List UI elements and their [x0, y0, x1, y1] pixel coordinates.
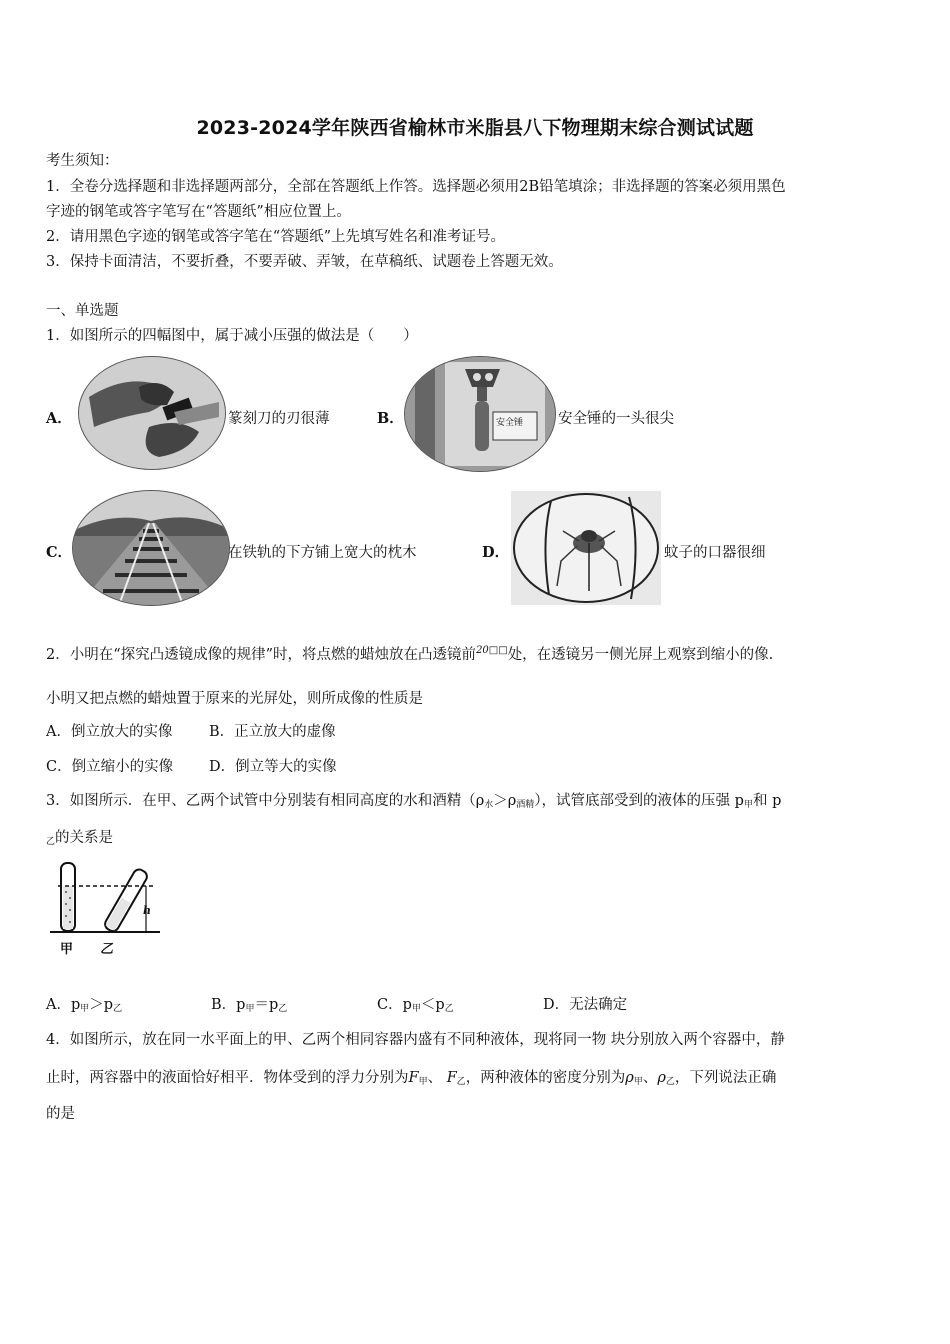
- q1-stem: 1．如图所示的四幅图中，属于减小压强的做法是（ ）: [46, 328, 418, 344]
- q1-b-label: B．: [377, 410, 404, 427]
- q4-line2a: 止时，两容器中的液面恰好相平．物体受到的浮力分别为: [46, 1070, 409, 1086]
- notice-line-1b: 字迹的钢笔或答字笔写在“答题纸”相应位置上。: [46, 204, 351, 220]
- q4-rho-sub-jia: 甲: [633, 1077, 643, 1087]
- notice-line-2: 2．请用黑色字迹的钢笔或答字笔在“答题纸”上先填写姓名和准考证号。: [46, 229, 506, 245]
- q3-sub-yi-2: 乙: [46, 837, 56, 847]
- q3-opt-a-sub2: 乙: [113, 1004, 123, 1014]
- q2-stem-b: 处，在透镜另一侧光屏上观察到缩小的像.: [507, 647, 774, 663]
- q3-gt: ＞ρ: [493, 793, 517, 809]
- q3-option-d: D．无法确定: [543, 997, 628, 1013]
- q3-fig-h-label: h: [143, 904, 151, 917]
- q4-comma2: 、: [642, 1070, 658, 1086]
- q3-fig-jia-label: 甲: [60, 942, 74, 957]
- q1-c-label: C．: [46, 544, 73, 561]
- q2-distance-mark: 20□□: [476, 645, 508, 656]
- q3-opt-c-sub1: 甲: [411, 1004, 421, 1014]
- q4-rho2: ρ: [657, 1070, 666, 1086]
- railway-track-image: [72, 490, 230, 606]
- q4-rho1: ρ: [625, 1070, 634, 1086]
- q4-line2: [46, 1068, 776, 1092]
- q3-stem-line2: [46, 828, 113, 852]
- q3-stem-a: 3．如图所示．在甲、乙两个试管中分别装有相同高度的水和酒精（ρ: [46, 793, 485, 809]
- page-title: 2023-2024学年陕西省榆林市米脂县八下物理期末综合测试试题: [196, 117, 754, 139]
- q3-stem-b: ），试管底部受到的液体的压强 p: [534, 793, 744, 809]
- q2-stem-a: 2．小明在“探究凸透镜成像的规律”时，将点燃的蜡烛放在凸透镜前: [46, 647, 477, 663]
- q2-stem-line1: [46, 641, 773, 665]
- q1-a-text: 篆刻刀的刃很薄: [228, 411, 330, 427]
- q4-line2b: ，两种液体的密度分别为: [465, 1070, 626, 1086]
- safety-hammer-image: [404, 356, 556, 472]
- q1-d-label: D．: [482, 544, 510, 561]
- q3-opt-c-label: C．p: [377, 997, 412, 1013]
- q4-F1: F: [408, 1070, 419, 1086]
- notice-line-1: 1．全卷分选择题和非选择题两部分，全部在答题纸上作答。选择题必须用2B铅笔填涂；非选择题的答案必须用黑色: [46, 179, 786, 195]
- notice-heading: 考生须知：: [46, 153, 119, 169]
- q3-opt-b-sub2: 乙: [278, 1004, 288, 1014]
- q3-option-c: [377, 995, 454, 1019]
- q4-comma1: 、: [427, 1070, 443, 1086]
- q4-line3: 的是: [46, 1106, 75, 1122]
- q3-sub-jia: 甲: [743, 800, 753, 810]
- q3-opt-a-label: A．p: [46, 997, 81, 1013]
- mosquito-image: [511, 491, 661, 605]
- q4-line2c: ，下列说法正确: [674, 1070, 777, 1086]
- q4-line1: 4．如图所示，放在同一水平面上的甲、乙两个相同容器内盛有不同种液体，现将同一物 块分别放入两个容器中，静: [46, 1032, 785, 1048]
- q3-stem-c: 的关系是: [55, 830, 114, 846]
- q4-F-sub-jia: 甲: [418, 1077, 428, 1087]
- q4-F2: F: [446, 1070, 457, 1086]
- q4-F-sub-yi: 乙: [456, 1077, 466, 1087]
- q3-opt-b-sub1: 甲: [245, 1004, 255, 1014]
- q2-option-d: D．倒立等大的实像: [209, 759, 337, 775]
- q2-option-c: C．倒立缩小的实像: [46, 759, 174, 775]
- notice-line-3: 3．保持卡面清洁，不要折叠，不要弄破、弄皱，在草稿纸、试题卷上答题无效。: [46, 254, 563, 270]
- q1-c-text: 在铁轨的下方铺上宽大的枕木: [228, 545, 417, 561]
- q2-option-a: A．倒立放大的实像: [46, 724, 173, 740]
- q3-opt-c-mid: ＜p: [420, 997, 445, 1013]
- q3-option-b: [211, 995, 287, 1019]
- q3-opt-a-mid: ＞p: [89, 997, 114, 1013]
- q3-opt-a-sub1: 甲: [80, 1004, 90, 1014]
- q3-opt-b-label: B．p: [211, 997, 246, 1013]
- q3-option-a: [46, 995, 122, 1019]
- q3-sub-alcohol: 酒精: [516, 800, 535, 810]
- test-tubes-figure: [48, 858, 168, 958]
- q1-a-label: A．: [46, 410, 72, 427]
- q3-fig-yi-label: 乙: [100, 942, 114, 957]
- hammer-sign-text: 安全锤: [496, 418, 524, 428]
- carving-knife-image: [78, 356, 226, 470]
- q3-stem-line1: [46, 791, 781, 815]
- q2-stem-line2: 小明又把点燃的蜡烛置于原来的光屏处，则所成像的性质是: [46, 691, 423, 707]
- q3-sub-water: 水: [484, 800, 494, 810]
- q4-rho-sub-yi: 乙: [665, 1077, 675, 1087]
- q3-opt-b-mid: ＝p: [254, 997, 279, 1013]
- q2-option-b: B．正立放大的虚像: [209, 724, 336, 740]
- q1-d-text: 蚊子的口器很细: [664, 545, 766, 561]
- q3-and-p: 和 p: [752, 793, 782, 809]
- section-heading: 一、单选题: [46, 303, 119, 319]
- q1-b-text: 安全锤的一头很尖: [558, 411, 674, 427]
- q3-opt-c-sub2: 乙: [444, 1004, 454, 1014]
